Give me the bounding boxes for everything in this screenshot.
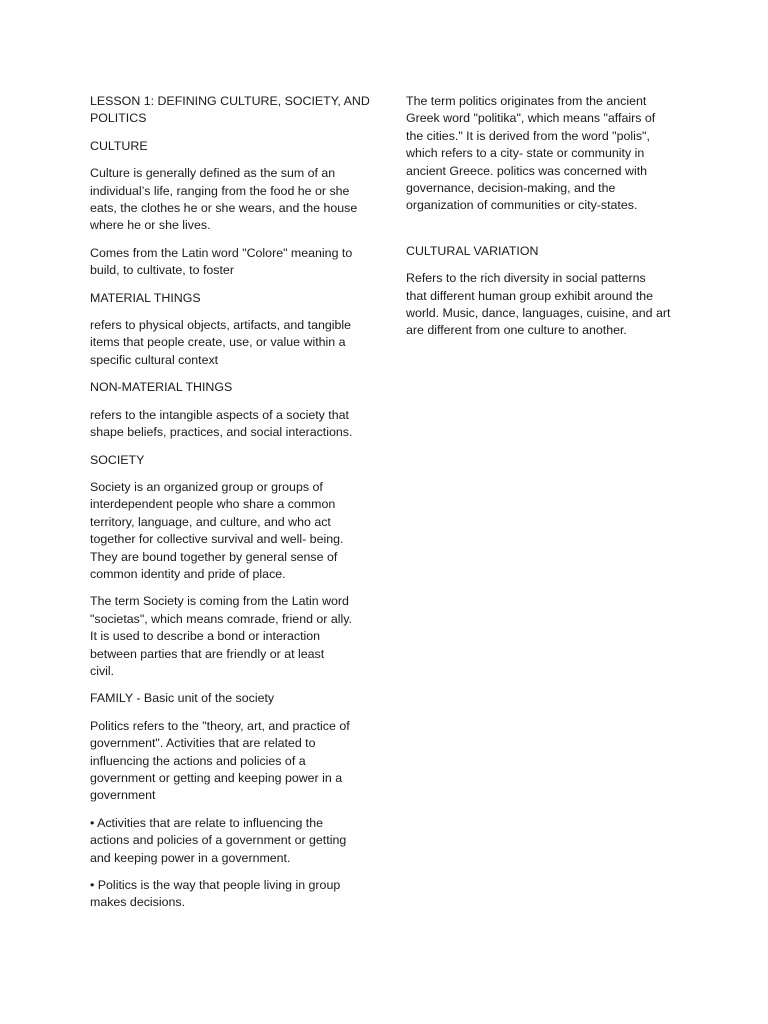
society-etymology: The term Society is coming from the Latin word "societas", which means comrade, friend or ally. It is used to describe a bond or interaction between parties that are friendly or at least civil. [90,594,352,678]
material-things-definition: refers to physical objects, artifacts, and tangible items that people create, use, or value within a specific cultural context [90,318,352,367]
right-column [406,93,688,350]
family-line: FAMILY - Basic unit of the society [90,691,275,706]
cultural-variation-definition: Refers to the rich diversity in social patterns that different human group exhibit around the world. Music, dance, languages, cuisine, and art are different from one culture to another. [406,271,671,338]
culture-heading: CULTURE [90,138,148,153]
bullet-item: • Activities that are relate to influencing the actions and policies of a government or getting and keeping power in a government. [90,815,347,865]
politics-etymology: The term politics originates from the ancient Greek word "politika", which means "affairs of the cities." It is derived from the word "polis", which refers to a city- state or community in ancient Greece. politics was concerned with governance, decision-making, and the organization of communities or city-states. [406,94,656,213]
society-definition: Society is an organized group or groups of interdependent people who share a common territory, language, and culture, and who act together for collective survival and well- being. They are bound together by general sense of common identity and pride of place. [90,479,344,581]
lesson-title: LESSON 1: DEFINING CULTURE, SOCIETY, AND POLITICS [90,94,370,126]
non-material-things-heading: NON-MATERIAL THINGS [90,380,233,395]
society-heading: SOCIETY [90,452,145,467]
culture-definition: Culture is generally defined as the sum of an individual’s life, ranging from the food he or she eats, the clothes he or she wears, and the house where he or she lives. [90,166,358,233]
non-material-things-definition: refers to the intangible aspects of a society that shape beliefs, practices, and social interactions. [90,407,353,440]
bullet-item: • Politics is the way that people living in group makes decisions. [90,878,341,910]
politics-definition: Politics refers to the "theory, art, and practice of government". Activities that are related to influencing the actions and policies of a government or getting and keeping power in a government [90,718,350,803]
left-column [90,93,372,922]
cultural-variation-heading: CULTURAL VARIATION [406,243,539,258]
material-things-heading: MATERIAL THINGS [90,290,201,305]
culture-etymology: Comes from the Latin word "Colore" meaning to build, to cultivate, to foster [90,245,353,278]
